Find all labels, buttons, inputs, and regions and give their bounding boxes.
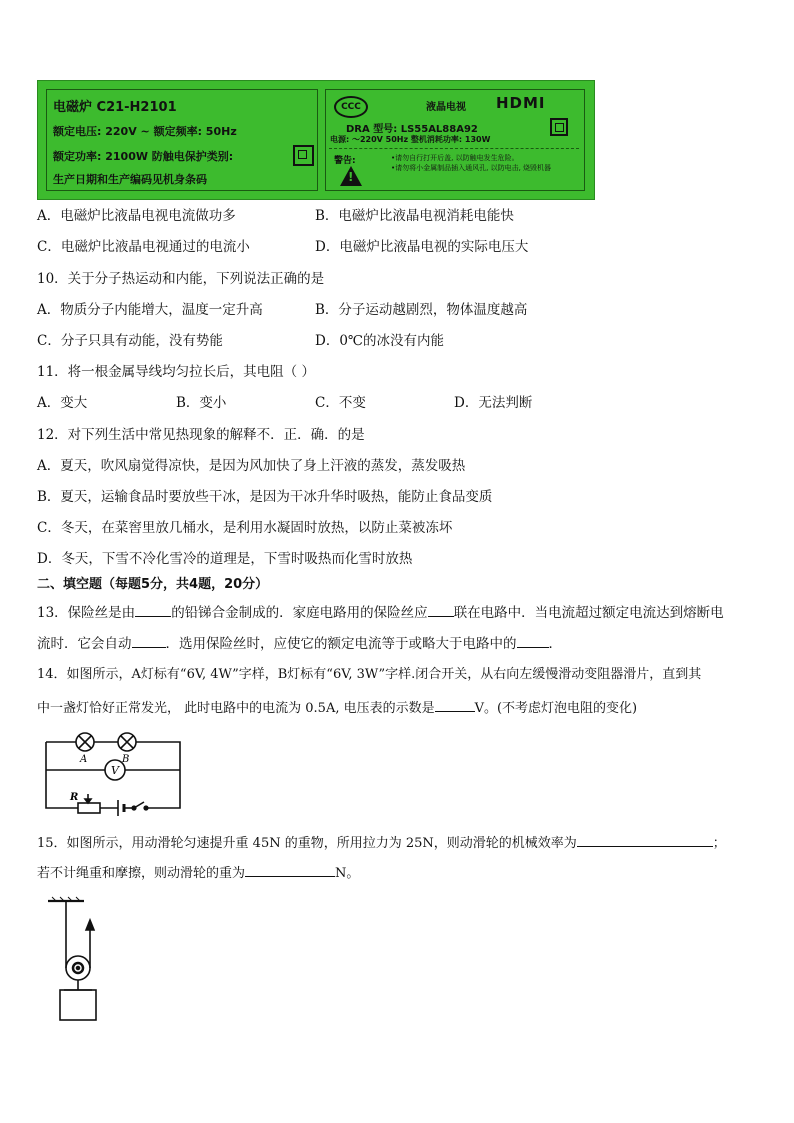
question-text: 流时．它会自动 bbox=[37, 636, 132, 652]
plate-text: 警告: bbox=[334, 156, 356, 166]
plate-text: •请勿自行打开后盖, 以防触电发生危险。 •请勿将小金属制品插入通风孔, 以防电击, 烧毁机器 bbox=[391, 154, 552, 172]
answer-blank[interactable] bbox=[245, 862, 335, 877]
plate-text: 电磁炉 C21-H2101 bbox=[53, 100, 177, 115]
rheostat-icon bbox=[78, 803, 100, 813]
question-text: V。(不考虑灯泡电阻的变化) bbox=[474, 701, 638, 716]
question-text: ．选用保险丝时，应使它的额定电流等于或略大于电路中的 bbox=[165, 636, 517, 652]
pull-arrow-icon bbox=[86, 920, 94, 930]
plate-text: DRA 型号: LS55AL88A92 bbox=[346, 124, 478, 135]
double-insulation-icon bbox=[550, 118, 568, 136]
divider bbox=[329, 148, 579, 149]
plate-text: 额定电压: 220V ~ 额定频率: 50Hz bbox=[53, 125, 237, 138]
hdmi-logo: HDMI bbox=[496, 94, 546, 112]
question-line bbox=[37, 862, 359, 883]
option-d: D．电磁炉比液晶电视的实际电压大 bbox=[315, 239, 529, 255]
double-insulation-icon bbox=[293, 145, 314, 166]
weight-block-icon bbox=[60, 990, 96, 1020]
option-b: B．分子运动越剧烈，物体温度越高 bbox=[315, 302, 528, 318]
question-line: 14．如图所示，A灯标有“6V, 4W”字样，B灯标有“6V, 3W”字样.闭合开关，从右向左缓慢滑动变阻器滑片，直到其 bbox=[37, 667, 702, 682]
answer-blank[interactable] bbox=[132, 633, 166, 648]
question-line bbox=[37, 633, 562, 653]
option-d: D．无法判断 bbox=[454, 395, 533, 411]
plate-text: 电源: ～220V 50Hz 整机消耗功率: 130W bbox=[330, 135, 491, 144]
nameplate-photo bbox=[37, 80, 595, 200]
question-line bbox=[37, 832, 726, 853]
voltmeter-label: V bbox=[111, 764, 119, 777]
question-text: ． bbox=[548, 636, 562, 652]
warning-triangle-icon bbox=[340, 166, 362, 186]
section-heading: 二、填空题（每题5分，共4题，20分） bbox=[37, 577, 269, 592]
question-text: 的铅锑合金制成的．家庭电路用的保险丝应 bbox=[171, 605, 428, 621]
option-a: A．物质分子内能增大，温度一定升高 bbox=[37, 302, 263, 318]
question-line bbox=[37, 602, 724, 622]
question-line bbox=[37, 697, 637, 718]
answer-blank[interactable] bbox=[428, 602, 454, 617]
question-text: 若不计绳重和摩擦，则动滑轮的重为 bbox=[37, 866, 246, 881]
lamp-b-label: B bbox=[122, 754, 130, 765]
induction-cooker-nameplate bbox=[46, 89, 318, 191]
option-a: A．夏天，吹风扇觉得凉快，是因为风加快了身上汗液的蒸发，蒸发吸热 bbox=[37, 458, 466, 474]
option-c: C．冬天，在菜窖里放几桶水，是利用水凝固时放热，以防止菜被冻坏 bbox=[37, 520, 453, 536]
plate-text: 液晶电视 bbox=[426, 102, 466, 113]
question-text: 13．保险丝是由 bbox=[37, 605, 136, 621]
option-d: D．0℃的冰没有内能 bbox=[315, 333, 445, 349]
question-text: 15．如图所示，用动滑轮匀速提升重 45N 的重物，所用拉力为 25N，则动滑轮的机械效率为 bbox=[37, 836, 577, 851]
rheostat-label: R bbox=[70, 792, 79, 803]
option-a: A．电磁炉比液晶电视电流做功多 bbox=[37, 208, 236, 224]
answer-blank[interactable] bbox=[517, 633, 549, 648]
pulley-diagram bbox=[44, 896, 114, 1026]
question-text: ； bbox=[712, 836, 726, 851]
option-a: A．变大 bbox=[37, 395, 88, 411]
option-d: D．冬天，下雪不冷化雪冷的道理是，下雪时吸热而化雪时放热 bbox=[37, 551, 413, 567]
lcd-tv-nameplate bbox=[325, 89, 585, 191]
question-text: 中一盏灯恰好正常发光， 此时电路中的电流为 0.5A, 电压表的示数是 bbox=[37, 701, 435, 716]
ccc-logo-icon: CCC bbox=[334, 96, 368, 118]
question-text: N。 bbox=[335, 866, 360, 881]
option-c: C．分子只具有动能，没有势能 bbox=[37, 333, 223, 349]
answer-blank[interactable] bbox=[135, 602, 171, 617]
lamp-a-label: A bbox=[80, 754, 88, 765]
answer-blank[interactable] bbox=[577, 832, 713, 847]
plate-text: 生产日期和生产编码见机身条码 bbox=[53, 173, 207, 186]
option-b: B．电磁炉比液晶电视消耗电能快 bbox=[315, 208, 514, 224]
question-stem: 11．将一根金属导线均匀拉长后，其电阻（ ） bbox=[37, 364, 315, 380]
option-b: B．变小 bbox=[176, 395, 227, 411]
plate-text: 额定功率: 2100W 防触电保护类别: bbox=[53, 150, 234, 163]
option-c: C．不变 bbox=[315, 395, 366, 411]
option-b: B．夏天，运输食品时要放些干冰，是因为干冰升华时吸热，能防止食品变质 bbox=[37, 489, 493, 505]
option-c: C．电磁炉比液晶电视通过的电流小 bbox=[37, 239, 250, 255]
answer-blank[interactable] bbox=[435, 697, 475, 712]
question-stem: 12．对下列生活中常见热现象的解释不．正．确．的是 bbox=[37, 427, 365, 443]
question-text: 联在电路中．当电流超过额定电流达到熔断电 bbox=[453, 605, 724, 621]
question-stem: 10．关于分子热运动和内能，下列说法正确的是 bbox=[37, 271, 325, 287]
circuit-diagram bbox=[40, 730, 185, 814]
